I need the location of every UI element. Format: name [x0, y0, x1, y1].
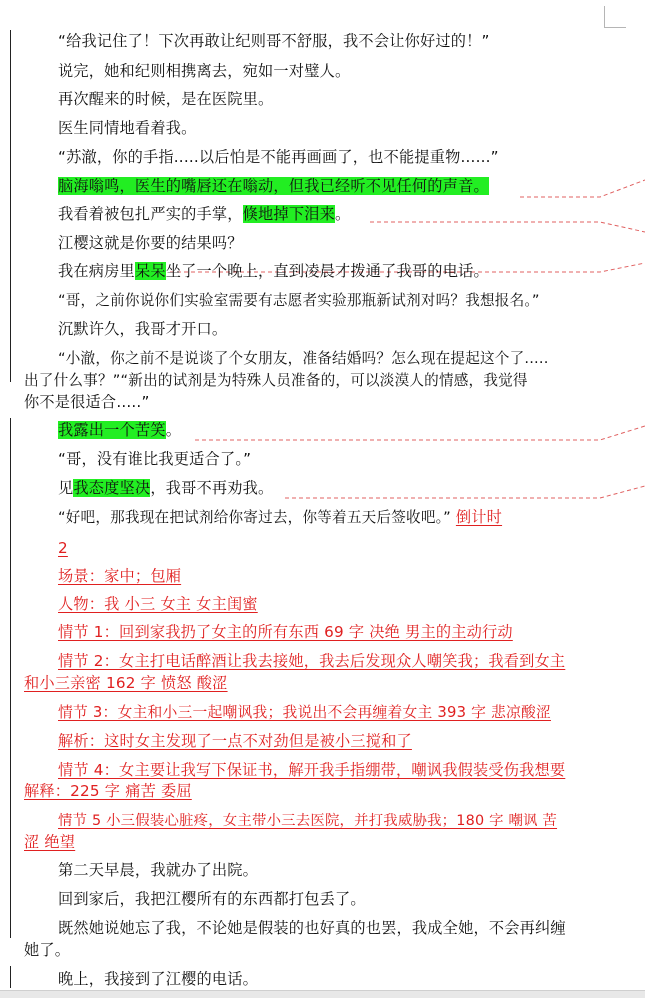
paragraph-text: 说完，她和纪则相携离去，宛如一对璧人。 — [58, 62, 351, 80]
paragraph-text: 第二天早晨，我就办了出院。 — [58, 861, 259, 879]
revision-paragraph — [24, 622, 513, 642]
paragraph — [24, 147, 499, 167]
paragraph-text: 江樱这就是你要的结果吗？ — [58, 234, 243, 252]
comment-connector-4 — [195, 426, 645, 440]
comment-connector-1 — [520, 180, 645, 197]
paragraph-text: “苏澈，你的手指.....以后怕是不能再画画了，也不能提重物......” — [58, 148, 499, 166]
paragraph-text: 我看着被包扎严实的手掌， — [58, 205, 243, 223]
paragraph — [24, 89, 273, 109]
paragraph — [24, 969, 258, 989]
paragraph-text: 。 — [165, 421, 182, 439]
revision-paragraph-continuation — [24, 832, 75, 852]
page-corner-mark-top-right — [604, 6, 605, 28]
paragraph-text: 回到家后，我把江樱所有的东西都打包丢了。 — [58, 890, 366, 908]
paragraph-text: 你不是很适合.....” — [24, 393, 150, 411]
paragraph-text: 既然她说她忘了我，不论她是假装的也好真的也罢，我成全她，不会再纠缠 — [58, 919, 566, 937]
paragraph-continuation — [24, 940, 70, 960]
comment-connector-5 — [285, 486, 645, 498]
revision-text[interactable]: 情节 4：女主要让我写下保证书，解开我手指绷带，嘲讽我假装受伤我想要 — [58, 761, 566, 779]
revision-text[interactable]: 倒计时 — [455, 508, 503, 526]
paragraph — [24, 918, 566, 938]
paragraph-text: 晚上，我接到了江樱的电话。 — [58, 970, 259, 988]
paragraph — [24, 507, 502, 528]
paragraph — [24, 290, 540, 311]
paragraph — [24, 204, 350, 224]
revision-text[interactable]: 情节 1：回到家我扔了女主的所有东西 69 字 决绝 男主的主动行动 — [58, 623, 513, 641]
highlighted-text[interactable]: 我态度坚决 — [73, 479, 151, 497]
revision-paragraph — [24, 594, 258, 614]
revision-paragraph — [24, 810, 557, 831]
paragraph-text: “小澈，你之前不是说谈了个女朋友，准备结婚吗？怎么现在提起这个了..... — [58, 350, 549, 367]
paragraph — [24, 233, 243, 253]
highlighted-text[interactable]: 脑海嗡鸣，医生的嘴唇还在嗡动，但我已经听不见任何的声音。 — [58, 177, 489, 195]
paragraph-text: 出了什么事？”“新出的试剂是为特殊人员准备的，可以淡漠人的情感，我觉得 — [24, 372, 528, 389]
paragraph — [24, 420, 181, 440]
paragraph-text: 见 — [58, 479, 74, 497]
revision-paragraph — [24, 760, 565, 780]
revision-text[interactable]: 解释：225 字 痛苦 委屈 — [24, 782, 192, 800]
paragraph-text: 坐了一个晚上，直到凌晨才拨通了我哥的电话。 — [165, 262, 489, 280]
paragraph — [24, 31, 490, 51]
revision-text[interactable]: 解析：这时女主发现了一点不对劲但是被小三搅和了 — [58, 732, 412, 750]
change-bar-left-3 — [10, 966, 11, 988]
paragraph-text: 再次醒来的时候，是在医院里。 — [58, 90, 274, 108]
revision-text[interactable]: 场景：家中；包厢 — [58, 567, 182, 585]
paragraph — [24, 348, 549, 369]
highlighted-text[interactable]: 呆呆 — [134, 262, 166, 280]
highlighted-text[interactable]: 倏地掉下泪来 — [242, 205, 335, 223]
paragraph — [24, 860, 258, 880]
revision-text[interactable]: 情节 5 小三假装心脏疼，女主带小三去医院，并打我威胁我；180 字 嘲讽 苦 — [58, 813, 558, 829]
paragraph — [24, 478, 273, 498]
revision-paragraph — [24, 731, 412, 751]
revision-paragraph — [24, 702, 551, 723]
revision-paragraph — [24, 538, 68, 558]
paragraph — [24, 261, 489, 281]
comment-connector-2 — [370, 222, 645, 232]
revision-paragraph — [24, 651, 565, 671]
paragraph — [24, 176, 489, 196]
paragraph-text: “哥，之前你说你们实验室需要有志愿者实验那瓶新试剂对吗？我想报名。” — [58, 292, 540, 309]
paragraph-text: 我在病房里 — [58, 262, 135, 280]
revision-text[interactable]: 2 — [58, 539, 68, 557]
paragraph-text: “给我记住了！下次再敢让纪则哥不舒服，我不会让你好过的！” — [58, 32, 490, 50]
revision-text[interactable]: 情节 3：女主和小三一起嘲讽我；我说出不会再缠着女主 393 字 悲凉酸涩 — [58, 704, 551, 721]
paragraph — [24, 61, 350, 81]
revision-text[interactable]: 情节 2：女主打电话醉酒让我去接她，我去后发现众人嘲笑我；我看到女主 — [58, 652, 566, 670]
revision-text[interactable]: 人物：我 小三 女主 女主闺蜜 — [58, 595, 258, 613]
revision-paragraph-continuation — [24, 673, 228, 693]
paragraph-continuation — [24, 370, 528, 391]
paragraph — [24, 319, 227, 339]
paragraph — [24, 889, 366, 909]
revision-text[interactable]: 和小三亲密 162 字 愤怒 酸涩 — [24, 674, 228, 692]
paragraph-text: 沉默许久，我哥才开口。 — [58, 320, 228, 338]
paragraph-text: 她了。 — [24, 941, 71, 959]
revision-paragraph — [24, 566, 181, 586]
paragraph-continuation — [24, 392, 150, 412]
paragraph-text: “好吧，那我现在把试剂给你寄过去，你等着五天后签收吧。” — [58, 509, 451, 526]
paragraph-text: 。 — [334, 205, 351, 223]
page-corner-mark-top-right-h — [604, 27, 626, 28]
change-bar-left-1 — [10, 30, 11, 382]
revision-text[interactable]: 涩 绝望 — [24, 833, 76, 851]
paragraph — [24, 449, 251, 469]
paragraph — [24, 118, 197, 138]
paragraph-text: ，我哥不再劝我。 — [150, 479, 274, 497]
highlighted-text[interactable]: 我露出一个苦笑 — [58, 421, 166, 439]
paragraph-text: 医生同情地看着我。 — [58, 119, 197, 137]
paragraph-text: “哥，没有谁比我更适合了。” — [58, 450, 252, 468]
revision-paragraph-continuation — [24, 781, 192, 801]
change-bar-left-2 — [10, 418, 11, 938]
